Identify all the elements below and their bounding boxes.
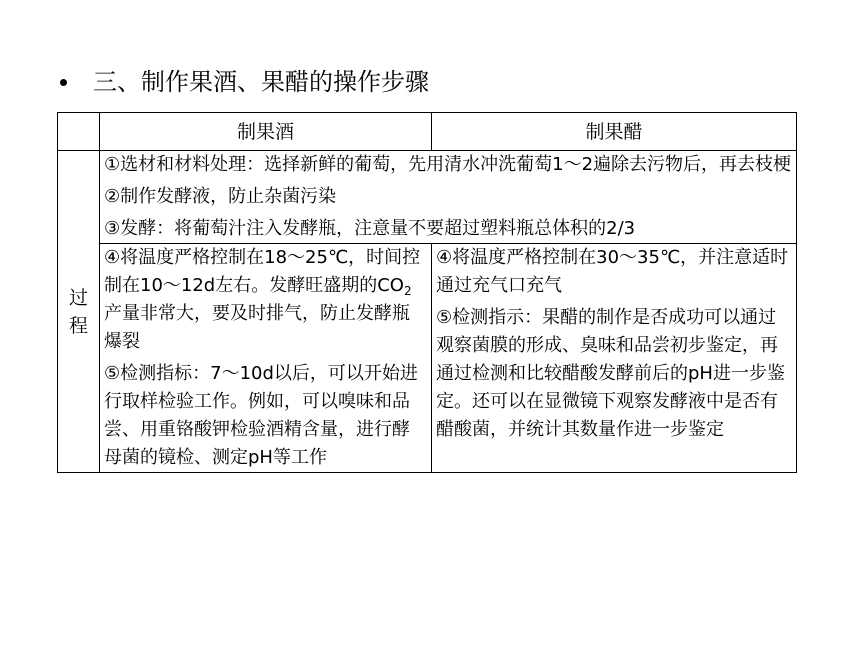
shared-step-1: ①选材和材料处理：选择新鲜的葡萄，先用清水冲洗葡萄1～2遍除去污物后，再去枝梗 [104,154,792,175]
shared-step-3: ③发酵：将葡萄汁注入发酵瓶，注意量不要超过塑料瓶总体积的2/3 [104,218,636,239]
wine-step-4-text-a: ④将温度严格控制在18～25℃，时间控制在10～12d左右。发酵旺盛期的CO [104,247,421,296]
slide-title: 三、制作果酒、果醋的操作步骤 [93,68,429,96]
row-label-cell [58,151,100,473]
shared-steps-cell [100,151,797,244]
table-header-row [58,113,797,151]
separate-steps-row [58,244,797,473]
header-wine: 制果酒 [100,113,432,151]
vinegar-steps-cell [432,244,797,473]
header-empty-cell [58,113,100,151]
row-label: 过程 [68,286,88,337]
bullet-icon [60,79,67,86]
co2-subscript: 2 [403,284,412,298]
vinegar-step-5: ⑤检测指示：果醋的制作是否成功可以通过观察菌膜的形成、臭味和品尝初步鉴定，再通过检测和比较醋酸发酵前后的pH进一步鉴定。还可以在显微镜下观察发酵液中是否有醋酸菌，并统计其数量作进一步鉴定 [436,307,785,440]
shared-steps-row [58,151,797,244]
wine-step-4-text-b: 产量非常大，要及时排气，防止发酵瓶爆裂 [104,303,410,352]
wine-step-5: ⑤检测指标：7～10d以后，可以开始进行取样检验工作。例如，可以嗅味和品尝、用重铬酸钾检验酒精含量，进行酵母菌的镜检、测定pH等工作 [104,363,418,468]
wine-steps-cell [100,244,432,473]
wine-step-4 [104,244,427,356]
slide-title-row [60,62,429,102]
procedure-table [57,112,797,473]
shared-step-2: ②制作发酵液，防止杂菌污染 [104,186,337,207]
vinegar-step-4: ④将温度严格控制在30～35℃，并注意适时通过充气口充气 [436,247,789,296]
header-vinegar: 制果醋 [432,113,797,151]
